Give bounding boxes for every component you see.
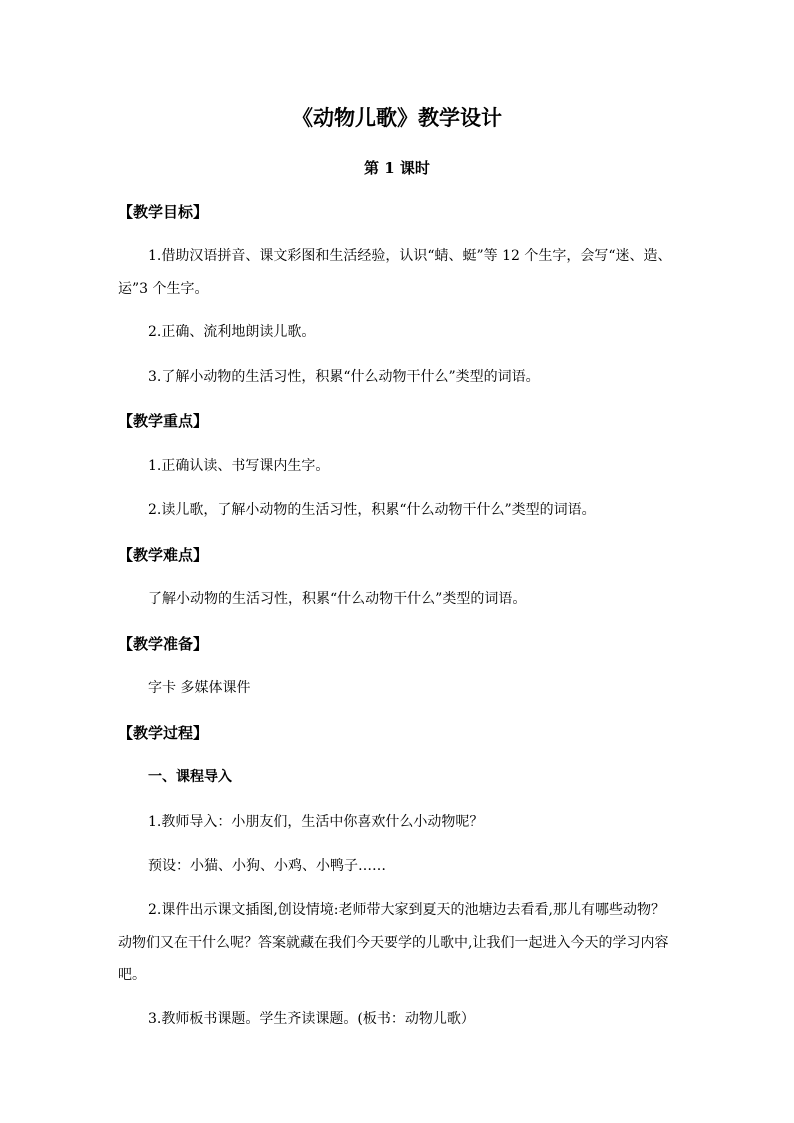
difficulties-heading: 【教学难点】	[118, 546, 209, 564]
preparation-text: 字卡 多媒体课件	[148, 680, 251, 696]
objective-item-2: 2.正确、流利地朗读儿歌。	[148, 324, 316, 340]
key-points-heading: 【教学重点】	[118, 412, 209, 430]
difficulties-text: 了解小动物的生活习性，积累“什么动物干什么”类型的词语。	[148, 591, 527, 607]
objective-item-3: 3.了解小动物的生活习性，积累“什么动物干什么”类型的词语。	[148, 369, 540, 385]
process-heading: 【教学过程】	[118, 724, 209, 742]
objective-item-1-line-1: 1.借助汉语拼音、课文彩图和生活经验，认识“蜻、蜓”等 12 个生字，会写“迷、造、	[148, 248, 672, 264]
objectives-heading: 【教学目标】	[118, 203, 209, 221]
process-step-1: 1.教师导入：小朋友们，生活中你喜欢什么小动物呢？	[148, 814, 484, 830]
process-part-1-heading: 一、课程导入	[148, 769, 232, 785]
objective-item-1-line-2: 运”3 个生字。	[118, 281, 209, 297]
document-title: 《动物儿歌》教学设计	[292, 105, 502, 130]
preparation-heading: 【教学准备】	[118, 635, 209, 653]
key-point-item-2: 2.读儿歌，了解小动物的生活习性，积累“什么动物干什么”类型的词语。	[148, 502, 596, 518]
process-preset: 预设：小猫、小狗、小鸡、小鸭子……	[148, 858, 386, 874]
process-step-2-line-1: 2.课件出示课文插图,创设情境:老师带大家到夏天的池塘边去看看,那儿有哪些动物？	[148, 902, 665, 918]
lesson-period: 第 1 课时	[364, 159, 430, 177]
process-step-2-line-3: 吧。	[118, 967, 146, 983]
process-step-3: 3.教师板书课题。学生齐读课题。(板书：动物儿歌）	[148, 1011, 475, 1027]
process-step-2-line-2: 动物们又在干什么呢？答案就藏在我们今天要学的儿歌中,让我们一起进入今天的学习内容	[118, 935, 669, 951]
key-point-item-1: 1.正确认读、书写课内生字。	[148, 458, 330, 474]
